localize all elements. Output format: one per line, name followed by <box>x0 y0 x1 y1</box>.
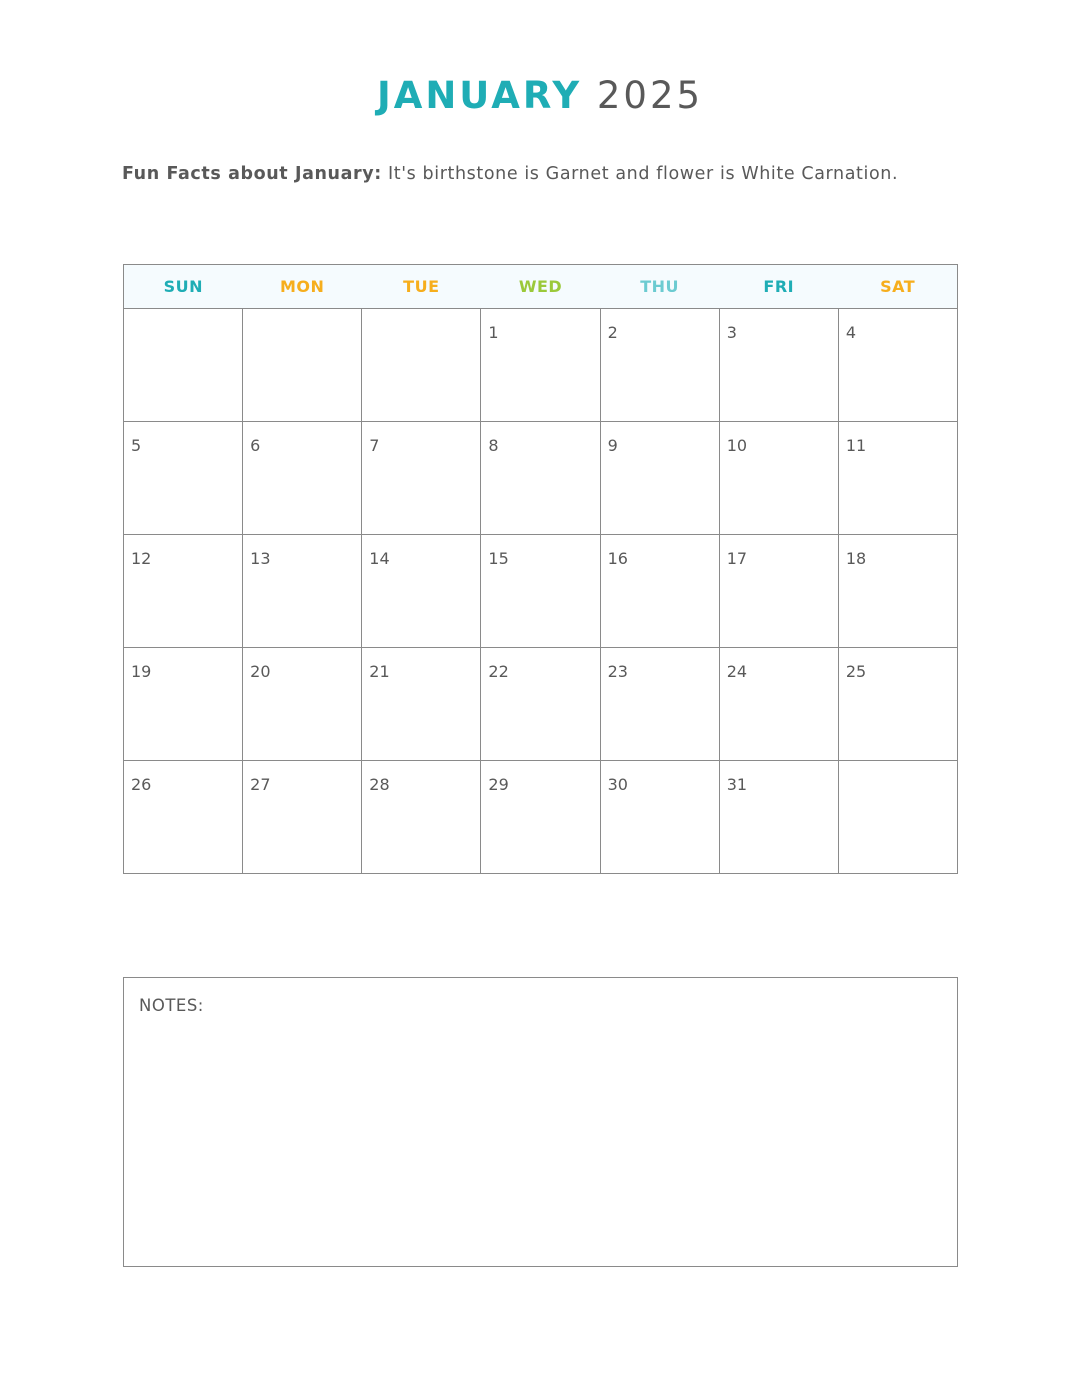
weekday-thu: THU <box>600 265 719 309</box>
weekday-mon: MON <box>243 265 362 309</box>
day-cell[interactable]: 23 <box>600 648 719 761</box>
day-cell[interactable]: 9 <box>600 422 719 535</box>
weekday-tue: TUE <box>362 265 481 309</box>
month-name: JANUARY <box>376 74 583 117</box>
day-cell[interactable]: 10 <box>719 422 838 535</box>
weekday-fri: FRI <box>719 265 838 309</box>
day-cell[interactable]: 26 <box>124 761 243 874</box>
week-row <box>124 422 958 535</box>
day-cell[interactable]: 1 <box>481 309 600 422</box>
weekday-header-row <box>124 265 958 309</box>
week-row <box>124 761 958 874</box>
day-cell[interactable]: 3 <box>719 309 838 422</box>
fun-facts <box>122 162 898 186</box>
day-cell[interactable]: 14 <box>362 535 481 648</box>
week-row <box>124 535 958 648</box>
day-cell[interactable]: 8 <box>481 422 600 535</box>
day-cell[interactable]: 24 <box>719 648 838 761</box>
weekday-sat: SAT <box>838 265 957 309</box>
fun-facts-text: It's birthstone is Garnet and flower is White Carnation. <box>381 164 899 184</box>
day-cell[interactable]: 29 <box>481 761 600 874</box>
weekday-wed: WED <box>481 265 600 309</box>
day-cell[interactable]: 2 <box>600 309 719 422</box>
day-cell[interactable]: 21 <box>362 648 481 761</box>
week-row <box>124 309 958 422</box>
week-row <box>124 648 958 761</box>
day-cell[interactable]: 27 <box>243 761 362 874</box>
day-cell[interactable]: 11 <box>838 422 957 535</box>
weekday-sun: SUN <box>124 265 243 309</box>
day-cell[interactable]: 20 <box>243 648 362 761</box>
day-cell[interactable] <box>243 309 362 422</box>
day-cell[interactable]: 5 <box>124 422 243 535</box>
day-cell[interactable]: 12 <box>124 535 243 648</box>
fun-facts-label: Fun Facts about January: <box>122 164 382 184</box>
day-cell[interactable]: 19 <box>124 648 243 761</box>
day-cell[interactable]: 16 <box>600 535 719 648</box>
day-cell[interactable] <box>838 761 957 874</box>
page-title <box>0 72 1080 120</box>
day-cell[interactable]: 6 <box>243 422 362 535</box>
day-cell[interactable]: 25 <box>838 648 957 761</box>
day-cell[interactable]: 30 <box>600 761 719 874</box>
day-cell[interactable]: 17 <box>719 535 838 648</box>
day-cell[interactable] <box>362 309 481 422</box>
day-cell[interactable]: 13 <box>243 535 362 648</box>
notes-label: NOTES: <box>139 996 204 1015</box>
year: 2025 <box>596 74 704 117</box>
day-cell[interactable]: 28 <box>362 761 481 874</box>
day-cell[interactable]: 4 <box>838 309 957 422</box>
day-cell[interactable]: 31 <box>719 761 838 874</box>
day-cell[interactable]: 7 <box>362 422 481 535</box>
notes-box[interactable] <box>123 977 958 1267</box>
calendar-grid <box>123 264 958 874</box>
day-cell[interactable]: 18 <box>838 535 957 648</box>
day-cell[interactable] <box>124 309 243 422</box>
day-cell[interactable]: 22 <box>481 648 600 761</box>
day-cell[interactable]: 15 <box>481 535 600 648</box>
